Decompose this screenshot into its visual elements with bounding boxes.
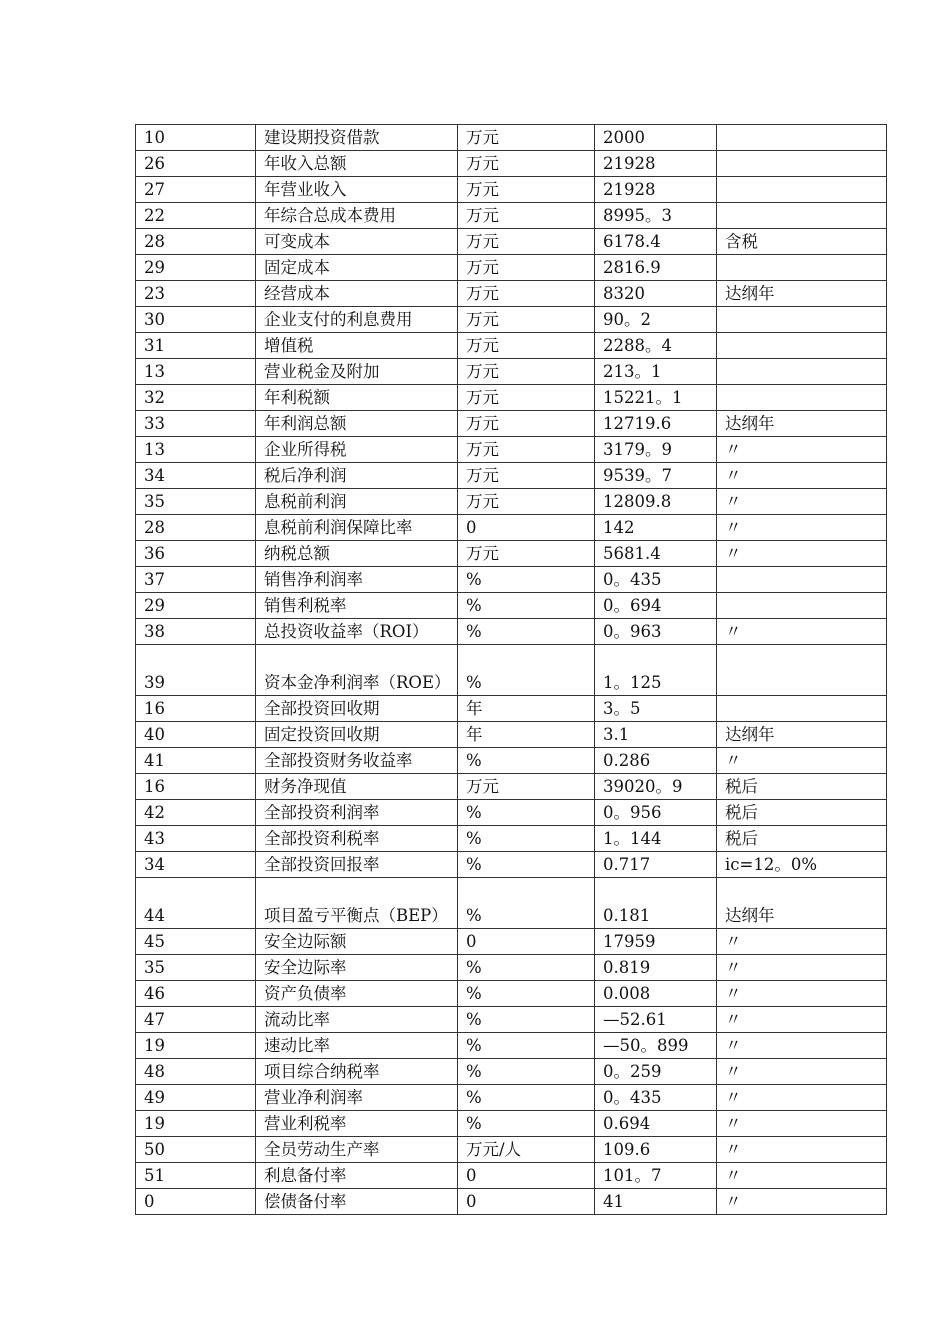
cell-value: 39020。9 xyxy=(595,774,717,800)
cell-value: —52.61 xyxy=(595,1007,717,1033)
table-body xyxy=(136,125,887,1215)
cell-unit: 万元 xyxy=(458,359,595,385)
table-row xyxy=(136,307,887,333)
cell-index: 45 xyxy=(136,929,256,955)
cell-item-name: 利息备付率 xyxy=(256,1163,458,1189)
cell-unit: 万元 xyxy=(458,255,595,281)
cell-note: 〃 xyxy=(717,1007,887,1033)
cell-index: 26 xyxy=(136,151,256,177)
cell-index: 19 xyxy=(136,1111,256,1137)
cell-index: 36 xyxy=(136,541,256,567)
cell-note: 达纲年 xyxy=(717,722,887,748)
cell-index: 41 xyxy=(136,748,256,774)
cell-index: 38 xyxy=(136,619,256,645)
cell-unit: 0 xyxy=(458,1189,595,1215)
cell-note xyxy=(717,567,887,593)
cell-value: 0。694 xyxy=(595,593,717,619)
cell-item-name: 增值税 xyxy=(256,333,458,359)
cell-unit: % xyxy=(458,800,595,826)
cell-item-name: 项目盈亏平衡点（BEP） xyxy=(256,878,458,929)
cell-index: 22 xyxy=(136,203,256,229)
cell-unit: 万元 xyxy=(458,229,595,255)
cell-unit: % xyxy=(458,955,595,981)
cell-value: —50。899 xyxy=(595,1033,717,1059)
cell-item-name: 资本金净利润率（ROE） xyxy=(256,645,458,696)
cell-note xyxy=(717,125,887,151)
cell-index: 42 xyxy=(136,800,256,826)
table-row xyxy=(136,229,887,255)
cell-note: 〃 xyxy=(717,437,887,463)
cell-note xyxy=(717,696,887,722)
cell-value: 0.819 xyxy=(595,955,717,981)
cell-unit: 万元 xyxy=(458,411,595,437)
cell-unit: % xyxy=(458,1033,595,1059)
cell-item-name: 偿债备付率 xyxy=(256,1189,458,1215)
cell-value: 101。7 xyxy=(595,1163,717,1189)
table-row xyxy=(136,151,887,177)
cell-value: 8995。3 xyxy=(595,203,717,229)
table-row xyxy=(136,852,887,878)
cell-unit: 万元 xyxy=(458,385,595,411)
cell-index: 16 xyxy=(136,774,256,800)
cell-item-name: 销售利税率 xyxy=(256,593,458,619)
cell-note: 含税 xyxy=(717,229,887,255)
table-row xyxy=(136,255,887,281)
cell-unit: 万元 xyxy=(458,177,595,203)
financial-indicators-table xyxy=(135,124,887,1215)
cell-unit: 0 xyxy=(458,929,595,955)
cell-item-name: 营业税金及附加 xyxy=(256,359,458,385)
table-row xyxy=(136,1007,887,1033)
cell-index: 47 xyxy=(136,1007,256,1033)
cell-note: 达纲年 xyxy=(717,281,887,307)
cell-item-name: 流动比率 xyxy=(256,1007,458,1033)
cell-note xyxy=(717,645,887,696)
cell-item-name: 税后净利润 xyxy=(256,463,458,489)
cell-index: 39 xyxy=(136,645,256,696)
cell-index: 10 xyxy=(136,125,256,151)
table-row xyxy=(136,567,887,593)
cell-unit: % xyxy=(458,593,595,619)
cell-unit: 万元 xyxy=(458,281,595,307)
cell-unit: % xyxy=(458,1085,595,1111)
cell-value: 0.181 xyxy=(595,878,717,929)
cell-note: 税后 xyxy=(717,774,887,800)
cell-value: 12719.6 xyxy=(595,411,717,437)
cell-item-name: 年利税额 xyxy=(256,385,458,411)
table-row xyxy=(136,541,887,567)
cell-item-name: 可变成本 xyxy=(256,229,458,255)
cell-note: 〃 xyxy=(717,1137,887,1163)
cell-item-name: 年综合总成本费用 xyxy=(256,203,458,229)
table-row xyxy=(136,385,887,411)
cell-item-name: 企业所得税 xyxy=(256,437,458,463)
cell-note xyxy=(717,203,887,229)
cell-unit: % xyxy=(458,619,595,645)
table-row xyxy=(136,696,887,722)
cell-note: ic=12。0% xyxy=(717,852,887,878)
cell-unit: 万元/人 xyxy=(458,1137,595,1163)
cell-unit: 万元 xyxy=(458,125,595,151)
cell-unit: 万元 xyxy=(458,489,595,515)
cell-unit: 年 xyxy=(458,722,595,748)
cell-value: 8320 xyxy=(595,281,717,307)
cell-item-name: 总投资收益率（ROI） xyxy=(256,619,458,645)
cell-value: 0。435 xyxy=(595,567,717,593)
cell-index: 28 xyxy=(136,515,256,541)
cell-unit: 万元 xyxy=(458,463,595,489)
cell-item-name: 安全边际额 xyxy=(256,929,458,955)
cell-unit: 年 xyxy=(458,696,595,722)
cell-item-name: 营业利税率 xyxy=(256,1111,458,1137)
cell-unit: % xyxy=(458,852,595,878)
table-row xyxy=(136,593,887,619)
cell-unit: 万元 xyxy=(458,307,595,333)
cell-value: 21928 xyxy=(595,177,717,203)
cell-item-name: 销售净利润率 xyxy=(256,567,458,593)
cell-item-name: 固定投资回收期 xyxy=(256,722,458,748)
cell-index: 40 xyxy=(136,722,256,748)
table-row xyxy=(136,1137,887,1163)
cell-value: 1。125 xyxy=(595,645,717,696)
cell-value: 15221。1 xyxy=(595,385,717,411)
table-row xyxy=(136,748,887,774)
table-row xyxy=(136,619,887,645)
table-row xyxy=(136,515,887,541)
cell-note xyxy=(717,177,887,203)
cell-index: 13 xyxy=(136,359,256,385)
cell-item-name: 全部投资利税率 xyxy=(256,826,458,852)
cell-index: 28 xyxy=(136,229,256,255)
cell-note: 〃 xyxy=(717,619,887,645)
table-row xyxy=(136,411,887,437)
cell-value: 21928 xyxy=(595,151,717,177)
cell-index: 29 xyxy=(136,593,256,619)
cell-value: 2816.9 xyxy=(595,255,717,281)
cell-note: 〃 xyxy=(717,981,887,1007)
cell-note xyxy=(717,359,887,385)
cell-index: 46 xyxy=(136,981,256,1007)
cell-value: 109.6 xyxy=(595,1137,717,1163)
cell-value: 5681.4 xyxy=(595,541,717,567)
cell-note: 〃 xyxy=(717,1033,887,1059)
cell-item-name: 息税前利润保障比率 xyxy=(256,515,458,541)
table-row xyxy=(136,722,887,748)
cell-item-name: 营业净利润率 xyxy=(256,1085,458,1111)
cell-value: 0.717 xyxy=(595,852,717,878)
cell-index: 50 xyxy=(136,1137,256,1163)
cell-note xyxy=(717,307,887,333)
table-row xyxy=(136,177,887,203)
cell-unit: 0 xyxy=(458,1163,595,1189)
table-row xyxy=(136,333,887,359)
cell-unit: 万元 xyxy=(458,774,595,800)
cell-index: 44 xyxy=(136,878,256,929)
table-row xyxy=(136,1163,887,1189)
cell-note: 〃 xyxy=(717,1085,887,1111)
cell-note: 〃 xyxy=(717,1111,887,1137)
cell-index: 0 xyxy=(136,1189,256,1215)
cell-value: 2000 xyxy=(595,125,717,151)
cell-unit: 0 xyxy=(458,515,595,541)
cell-unit: % xyxy=(458,878,595,929)
cell-value: 0.008 xyxy=(595,981,717,1007)
table-row xyxy=(136,878,887,929)
cell-value: 0。956 xyxy=(595,800,717,826)
cell-note: 税后 xyxy=(717,826,887,852)
cell-index: 33 xyxy=(136,411,256,437)
cell-unit: % xyxy=(458,981,595,1007)
cell-item-name: 全部投资财务收益率 xyxy=(256,748,458,774)
cell-note xyxy=(717,385,887,411)
cell-index: 48 xyxy=(136,1059,256,1085)
cell-unit: % xyxy=(458,748,595,774)
cell-item-name: 经营成本 xyxy=(256,281,458,307)
cell-value: 2288。4 xyxy=(595,333,717,359)
cell-note: 达纲年 xyxy=(717,411,887,437)
cell-value: 1。144 xyxy=(595,826,717,852)
cell-index: 35 xyxy=(136,955,256,981)
cell-unit: 万元 xyxy=(458,151,595,177)
cell-item-name: 年收入总额 xyxy=(256,151,458,177)
cell-unit: 万元 xyxy=(458,203,595,229)
table-row xyxy=(136,1033,887,1059)
cell-item-name: 固定成本 xyxy=(256,255,458,281)
table-row xyxy=(136,826,887,852)
table-row xyxy=(136,281,887,307)
table-row xyxy=(136,774,887,800)
cell-unit: % xyxy=(458,826,595,852)
cell-index: 43 xyxy=(136,826,256,852)
table-row xyxy=(136,1085,887,1111)
cell-item-name: 项目综合纳税率 xyxy=(256,1059,458,1085)
cell-unit: % xyxy=(458,1111,595,1137)
cell-unit: % xyxy=(458,567,595,593)
cell-value: 90。2 xyxy=(595,307,717,333)
cell-note: 〃 xyxy=(717,1163,887,1189)
cell-note: 〃 xyxy=(717,1059,887,1085)
cell-item-name: 全部投资利润率 xyxy=(256,800,458,826)
cell-unit: % xyxy=(458,1059,595,1085)
table-row xyxy=(136,981,887,1007)
cell-note: 〃 xyxy=(717,541,887,567)
table-row xyxy=(136,125,887,151)
table-row xyxy=(136,463,887,489)
cell-index: 16 xyxy=(136,696,256,722)
cell-item-name: 年利润总额 xyxy=(256,411,458,437)
cell-item-name: 速动比率 xyxy=(256,1033,458,1059)
cell-index: 51 xyxy=(136,1163,256,1189)
cell-value: 3.1 xyxy=(595,722,717,748)
cell-value: 142 xyxy=(595,515,717,541)
cell-item-name: 安全边际率 xyxy=(256,955,458,981)
table-row xyxy=(136,359,887,385)
cell-note: 税后 xyxy=(717,800,887,826)
cell-index: 30 xyxy=(136,307,256,333)
cell-item-name: 纳税总额 xyxy=(256,541,458,567)
cell-note xyxy=(717,255,887,281)
table-row xyxy=(136,1059,887,1085)
table-row xyxy=(136,437,887,463)
cell-value: 12809.8 xyxy=(595,489,717,515)
cell-value: 0。259 xyxy=(595,1059,717,1085)
cell-index: 34 xyxy=(136,463,256,489)
cell-item-name: 全员劳动生产率 xyxy=(256,1137,458,1163)
cell-value: 6178.4 xyxy=(595,229,717,255)
cell-unit: 万元 xyxy=(458,333,595,359)
table-row xyxy=(136,929,887,955)
cell-item-name: 企业支付的利息费用 xyxy=(256,307,458,333)
cell-note: 〃 xyxy=(717,1189,887,1215)
table-row xyxy=(136,203,887,229)
cell-value: 213。1 xyxy=(595,359,717,385)
cell-item-name: 年营业收入 xyxy=(256,177,458,203)
table-row xyxy=(136,800,887,826)
cell-value: 9539。7 xyxy=(595,463,717,489)
cell-item-name: 资产负债率 xyxy=(256,981,458,1007)
cell-unit: 万元 xyxy=(458,437,595,463)
cell-item-name: 息税前利润 xyxy=(256,489,458,515)
cell-note: 达纲年 xyxy=(717,878,887,929)
cell-unit: % xyxy=(458,1007,595,1033)
cell-note: 〃 xyxy=(717,955,887,981)
cell-note xyxy=(717,333,887,359)
cell-note: 〃 xyxy=(717,489,887,515)
cell-index: 32 xyxy=(136,385,256,411)
table-row xyxy=(136,489,887,515)
cell-value: 0.286 xyxy=(595,748,717,774)
cell-note xyxy=(717,593,887,619)
cell-value: 0。963 xyxy=(595,619,717,645)
cell-index: 29 xyxy=(136,255,256,281)
cell-index: 31 xyxy=(136,333,256,359)
cell-value: 0。435 xyxy=(595,1085,717,1111)
cell-item-name: 建设期投资借款 xyxy=(256,125,458,151)
cell-note xyxy=(717,151,887,177)
cell-index: 13 xyxy=(136,437,256,463)
cell-item-name: 全部投资回报率 xyxy=(256,852,458,878)
cell-item-name: 全部投资回收期 xyxy=(256,696,458,722)
cell-item-name: 财务净现值 xyxy=(256,774,458,800)
cell-index: 23 xyxy=(136,281,256,307)
cell-note: 〃 xyxy=(717,929,887,955)
cell-index: 27 xyxy=(136,177,256,203)
cell-value: 41 xyxy=(595,1189,717,1215)
table-row xyxy=(136,955,887,981)
cell-index: 37 xyxy=(136,567,256,593)
cell-unit: 万元 xyxy=(458,541,595,567)
cell-note: 〃 xyxy=(717,463,887,489)
table-row xyxy=(136,645,887,696)
cell-note: 〃 xyxy=(717,748,887,774)
cell-note: 〃 xyxy=(717,515,887,541)
table-row xyxy=(136,1111,887,1137)
cell-value: 17959 xyxy=(595,929,717,955)
cell-value: 0.694 xyxy=(595,1111,717,1137)
cell-index: 34 xyxy=(136,852,256,878)
table-row xyxy=(136,1189,887,1215)
cell-index: 35 xyxy=(136,489,256,515)
cell-index: 49 xyxy=(136,1085,256,1111)
cell-unit: % xyxy=(458,645,595,696)
cell-value: 3。5 xyxy=(595,696,717,722)
cell-value: 3179。9 xyxy=(595,437,717,463)
cell-index: 19 xyxy=(136,1033,256,1059)
